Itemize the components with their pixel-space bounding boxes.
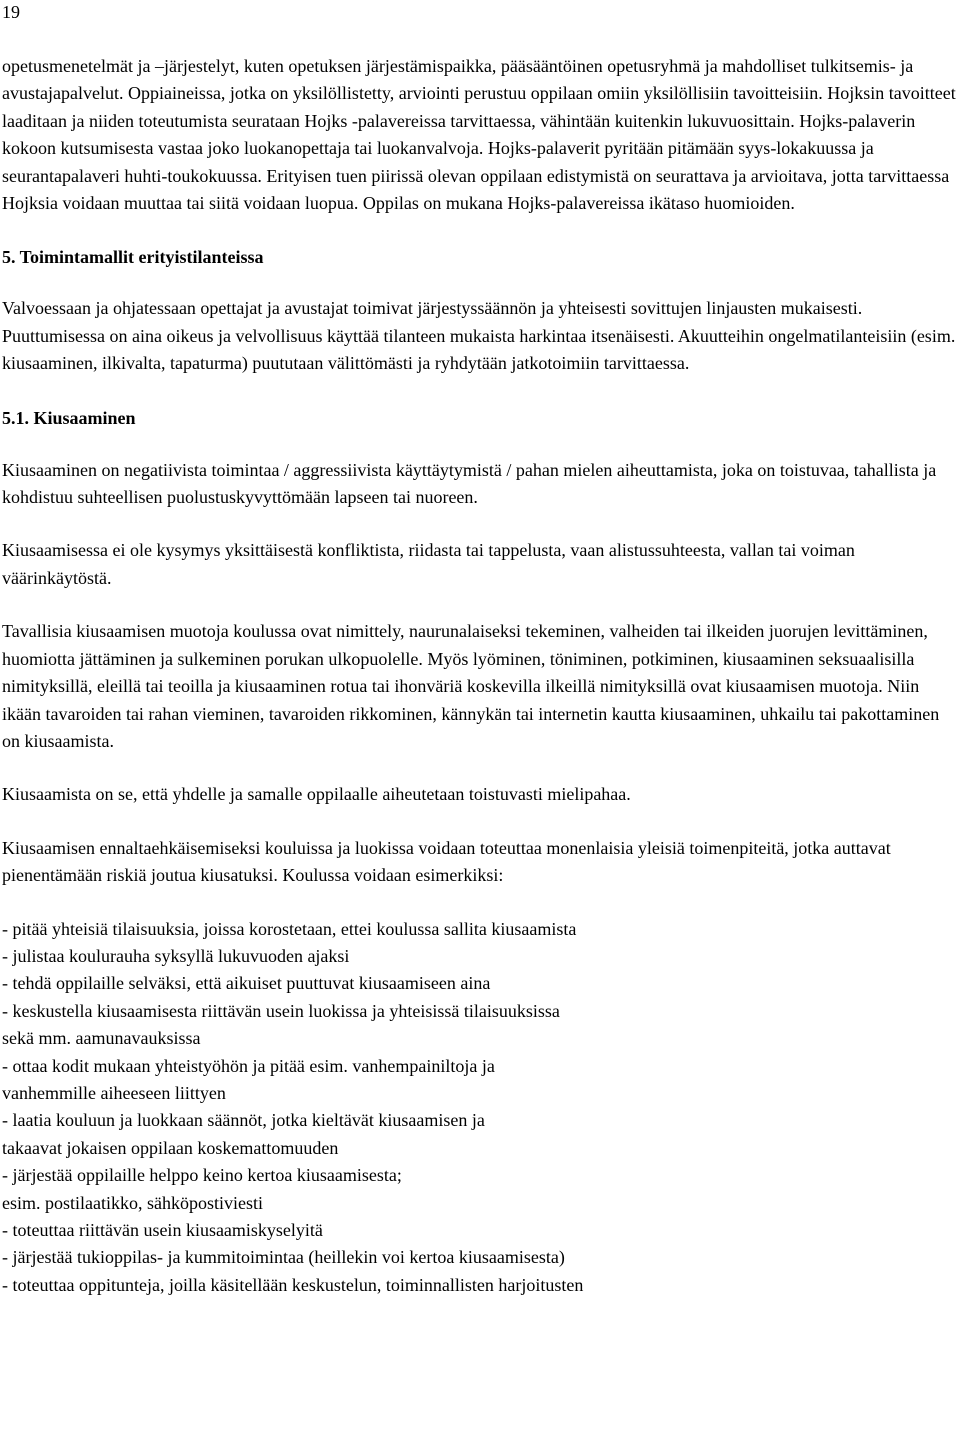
document-body	[2, 53, 958, 1299]
list-item: - pitää yhteisiä tilaisuuksia, joissa korostetaan, ettei koulussa sallita kiusaamista	[2, 918, 577, 939]
intro-paragraph: opetusmenetelmät ja –järjestelyt, kuten opetuksen järjestämispaikka, pääsääntöinen opetusryhmä ja mahdolliset tulkitsemis- ja avustajapalvelut. Oppiaineissa, jotka on yksilöllistetty, arviointi perustuu oppilaan omiin yksilöllisiin tavoitteisiin. Hojksin tavoitteet laaditaan ja niiden toteutumista seurataan Hojks -palavereissa tarvittaessa, vähintään kuitenkin lukuvuosittain. Hojks-palaverin kokoon kutsumisesta vastaa joko luokanopettaja tai luokanvalvoja. Hojks-palaverit pyritään pitämään syys-lokakuussa ja seurantapalaveri huhti-toukokuussa. Erityisen tuen piirissä olevan oppilaan edistymistä on seurattava ja arvioitava, jotta tarvittaessa Hojksia voidaan muuttaa tai siitä voidaan luopua. Oppilas on mukana Hojks-palavereissa ikätaso huomioiden.	[2, 56, 956, 214]
list-item: - julistaa koulurauha syksyllä lukuvuoden ajaksi	[2, 945, 350, 966]
bullying-summary-paragraph: Kiusaamista on se, että yhdelle ja samalle oppilaalle aiheutetaan toistuvasti mielipahaa.	[2, 784, 631, 805]
list-item: - toteuttaa riittävän usein kiusaamiskyselyitä	[2, 1220, 323, 1240]
section-5-1-heading: 5.1. Kiusaaminen	[2, 407, 136, 428]
section-5-heading: 5. Toimintamallit erityistilanteissa	[2, 247, 264, 268]
list-item: - toteuttaa oppitunteja, joilla käsitellään keskustelun, toiminnallisten harjoitusten	[2, 1274, 584, 1295]
list-item: - keskustella kiusaamisesta riittävän usein luokissa ja yhteisissä tilaisuuksissa	[2, 1000, 560, 1021]
list-item: - laatia kouluun ja luokkaan säännöt, jotka kieltävät kiusaamisen ja	[2, 1110, 485, 1131]
list-item-continuation: vanhemmille aiheeseen liittyen	[2, 1082, 226, 1103]
section-5-paragraph: Valvoessaan ja ohjatessaan opettajat ja avustajat toimivat järjestyssäännön ja yhteisesti sovittujen linjausten mukaisesti. Puuttumisessa on aina oikeus ja velvollisuus käyttää tilanteen mukaista harkintaa itsenäisesti. Akuutteihin ongelmatilanteisiin (esim. kiusaaminen, ilkivalta, tapaturma) puututaan välittömästi ja ryhdytään jatkotoimiin tarvittaessa.	[2, 298, 956, 374]
list-item-continuation: takaavat jokaisen oppilaan koskemattomuuden	[2, 1137, 339, 1158]
list-item: - järjestää oppilaille helppo keino kertoa kiusaamisesta;	[2, 1165, 402, 1186]
list-item: - järjestää tukioppilas- ja kummitoimintaa (heillekin voi kertoa kiusaamisesta)	[2, 1247, 565, 1268]
list-item: - ottaa kodit mukaan yhteistyöhön ja pitää esim. vanhempainiltoja ja	[2, 1055, 495, 1076]
prevention-measures-list	[2, 916, 958, 1300]
bullying-definition-paragraph: Kiusaaminen on negatiivista toimintaa / aggressiivista käyttäytymistä / pahan mielen aiheuttamista, joka on toistuvaa, tahallista ja kohdistuu suhteellisen puolustuskyvyttömään lapseen tai nuoreen.	[2, 459, 937, 508]
list-item-continuation: sekä mm. aamunavauksissa	[2, 1028, 201, 1049]
page-number: 19	[2, 2, 20, 22]
bullying-forms-paragraph: Tavallisia kiusaamisen muotoja koulussa ovat nimittely, naurunalaiseksi tekeminen, valheiden tai ilkeiden juorujen levittäminen, huomiotta jättäminen ja sulkeminen porukan ulkopuolelle. Myös lyöminen, töniminen, potkiminen, kiusaaminen seksuaalisilla nimityksillä, eleillä tai teoilla ja kiusaaminen rotua tai ihonväriä koskevilla ilkeillä nimityksillä ovat kiusaamisen muotoja. Niin ikään tavaroiden tai rahan vieminen, tavaroiden rikkominen, kännykän tai internetin kautta kiusaaminen, uhkailu tai pakottaminen on kiusaamista.	[2, 621, 940, 751]
bullying-prevention-paragraph: Kiusaamisen ennaltaehkäisemiseksi kouluissa ja luokissa voidaan toteuttaa monenlaisia yleisiä toimenpiteitä, jotka auttavat pienentämään riskiä joutua kiusatuksi. Koulussa voidaan esimerkiksi:	[2, 837, 891, 886]
list-item-continuation: esim. postilaatikko, sähköpostiviesti	[2, 1192, 263, 1213]
bullying-not-conflict-paragraph: Kiusaamisessa ei ole kysymys yksittäisestä konfliktista, riidasta tai tappelusta, vaan alistussuhteesta, vallan tai voiman väärinkäytöstä.	[2, 540, 855, 588]
list-item: - tehdä oppilaille selväksi, että aikuiset puuttuvat kiusaamiseen aina	[2, 973, 491, 994]
